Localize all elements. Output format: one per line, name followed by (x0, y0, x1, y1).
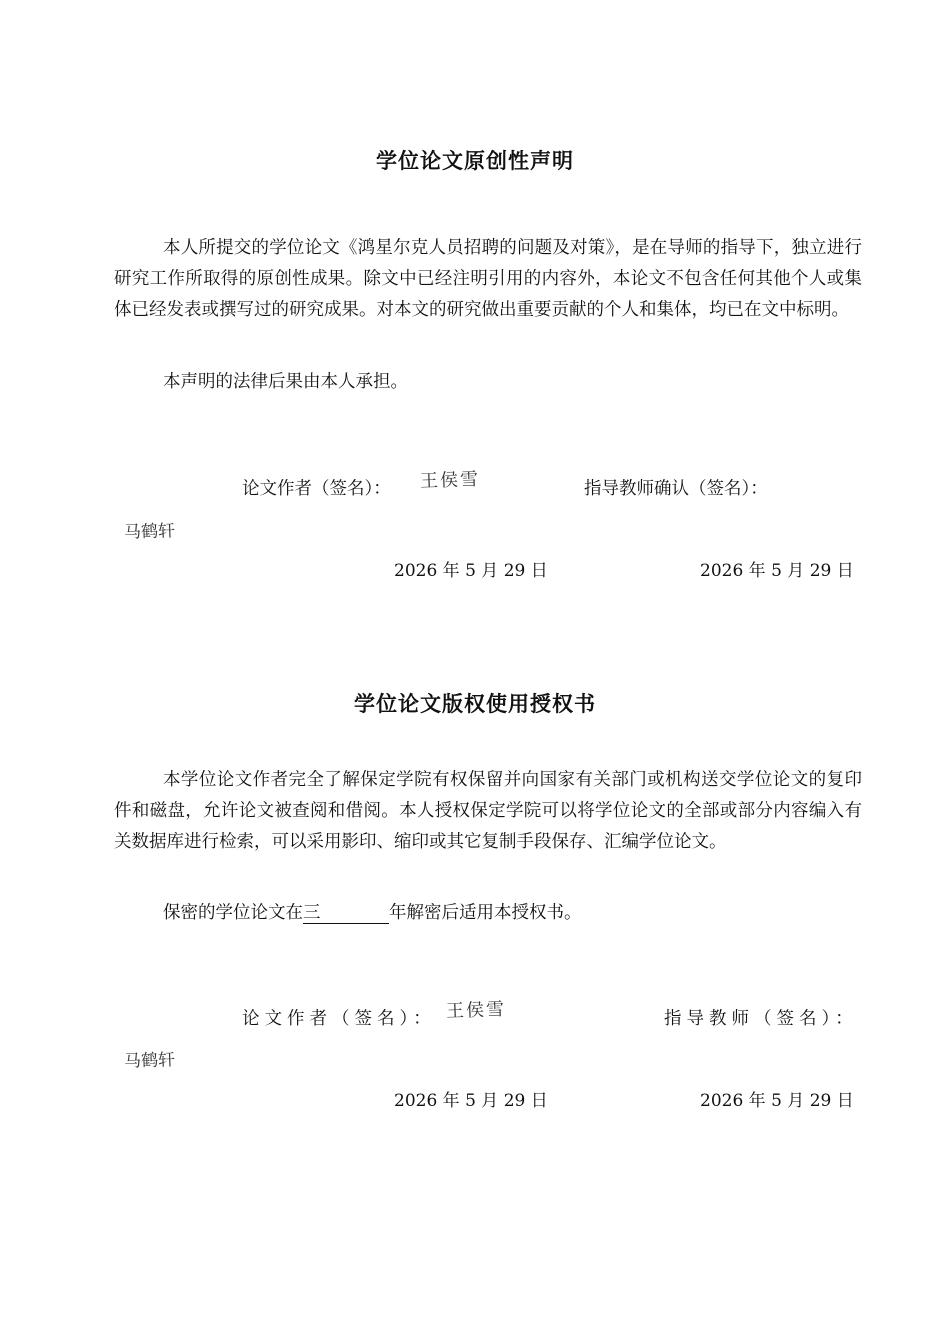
authorization-advisor-signature: 马鹤轩 (123, 1050, 176, 1072)
declaration-author-date: 2026 年 5 月 29 日 (394, 561, 548, 581)
authorization-paragraph-1: 本学位论文作者完全了解保定学院有权保留并向国家有关部门或机构送交学位论文的复印件和磁盘，允许论文被查阅和借阅。本人授权保定学院可以将学位论文的全部或部分内容编入有关数据库进行检索，可以采用影印、缩印或其它复制手段保存、汇编学位论文。 (114, 770, 862, 852)
authorization-advisor-signature-label: 指导教师（签名）： (664, 1009, 858, 1029)
declaration-advisor-signature: 马鹤轩 (123, 521, 176, 543)
authorization-paragraph-2 (163, 898, 911, 929)
confidential-years: 三 (303, 903, 321, 923)
declaration-paragraph-1: 本人所提交的学位论文《鸿星尔克人员招聘的问题及对策》，是在导师的指导下，独立进行研究工作所取得的原创性成果。除文中已经注明引用的内容外，本论文不包含任何其他个人或集体已经发表或撰写过的研究成果。对本文的研究做出重要贡献的个人和集体，均已在文中标明。 (114, 238, 862, 320)
authorization-advisor-date: 2026 年 5 月 29 日 (700, 1091, 854, 1111)
authorization-author-signature-label: 论文作者（签名）： (242, 1009, 436, 1029)
declaration-advisor-signature-label: 指导教师确认（签名）： (584, 479, 768, 499)
confidential-years-blank (303, 903, 389, 924)
confidential-suffix: 年解密后适用本授权书。 (389, 903, 582, 923)
declaration-author-signature: 王侯雪 (419, 468, 481, 493)
authorization-title: 学位论文版权使用授权书 (354, 692, 596, 716)
confidential-prefix: 保密的学位论文在 (163, 903, 303, 923)
declaration-paragraph-2: 本声明的法律后果由本人承担。 (163, 372, 408, 392)
declaration-advisor-date: 2026 年 5 月 29 日 (700, 561, 854, 581)
authorization-author-date: 2026 年 5 月 29 日 (394, 1091, 548, 1111)
authorization-author-signature: 王侯雪 (445, 998, 507, 1023)
declaration-title: 学位论文原创性声明 (376, 149, 574, 173)
declaration-author-signature-label: 论文作者（签名）： (242, 479, 391, 499)
